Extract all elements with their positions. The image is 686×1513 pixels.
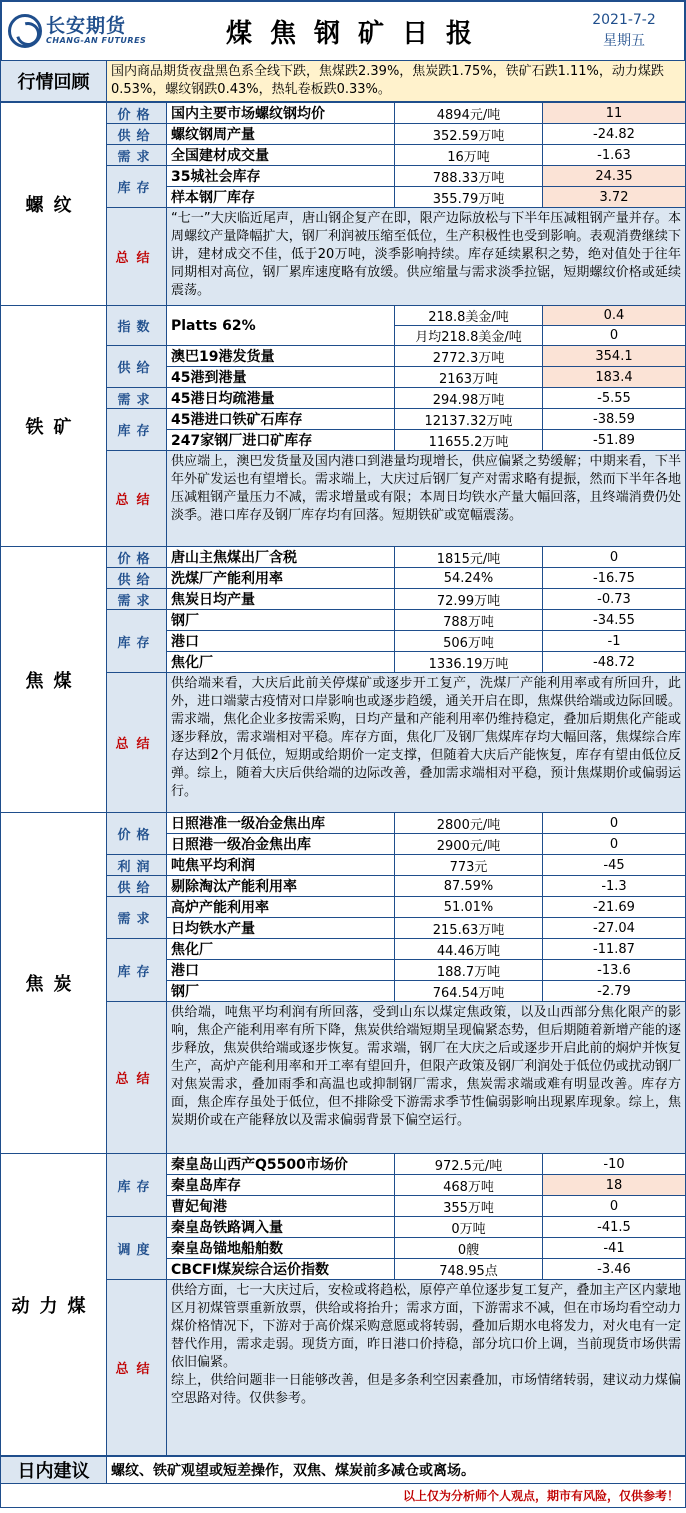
indicator-value: 4894元/吨: [395, 103, 543, 124]
indicator-name: 曹妃甸港: [167, 1196, 395, 1217]
indicator-name: 秦皇岛锚地船舶数: [167, 1238, 395, 1259]
indicator-value: 44.46万吨: [395, 939, 543, 960]
review-text: 国内商品期货夜盘黑色系全线下跌，焦煤跌2.39%，焦炭跌1.75%，铁矿石跌1.11%，动力煤跌0.53%，螺纹钢跌0.43%，热轧卷板跌0.33%。: [107, 61, 686, 102]
indicator-name: 秦皇岛库存: [167, 1175, 395, 1196]
category-label: 供给: [107, 876, 167, 897]
indicator-name: 样本钢厂库存: [167, 187, 395, 208]
summary-label: 总结: [107, 208, 167, 306]
table-row: [1, 306, 686, 326]
indicator-name: 45港日均疏港量: [167, 388, 395, 409]
indicator-name: 钢厂: [167, 981, 395, 1002]
indicator-value: 215.63万吨: [395, 918, 543, 939]
category-label: 调度: [107, 1217, 167, 1280]
indicator-change: -24.82: [543, 124, 686, 145]
section-label-thermal: 动力煤: [1, 1154, 107, 1456]
summary-label: 总结: [107, 1002, 167, 1154]
section-label-rebar: 螺纹: [1, 103, 107, 306]
table-row: [1, 1154, 686, 1175]
category-label: 价格: [107, 813, 167, 855]
report-header: [0, 0, 686, 60]
category-label: 库存: [107, 1154, 167, 1217]
indicator-value: 0艘: [395, 1238, 543, 1259]
indicator-change: -2.79: [543, 981, 686, 1002]
indicator-change: -27.04: [543, 918, 686, 939]
indicator-value: 0万吨: [395, 1217, 543, 1238]
indicator-name: 35城社会库存: [167, 166, 395, 187]
summary-text: [167, 208, 686, 306]
indicator-value: 188.7万吨: [395, 960, 543, 981]
indicator-name: 螺纹钢周产量: [167, 124, 395, 145]
data-table: [0, 102, 686, 1456]
category-label: 利润: [107, 855, 167, 876]
indicator-change: -3.46: [543, 1259, 686, 1280]
logo-cn: 长安期货: [46, 15, 127, 38]
indicator-value: 748.95点: [395, 1259, 543, 1280]
indicator-name: 港口: [167, 960, 395, 981]
indicator-change: 3.72: [543, 187, 686, 208]
indicator-value: 72.99万吨: [395, 589, 543, 610]
indicator-change: -21.69: [543, 897, 686, 918]
indicator-value: 773元: [395, 855, 543, 876]
indicator-name: 45港到港量: [167, 367, 395, 388]
category-label: 需求: [107, 897, 167, 939]
category-label: 库存: [107, 409, 167, 451]
category-label: 供给: [107, 568, 167, 589]
category-label: 库存: [107, 610, 167, 673]
category-label: 需求: [107, 589, 167, 610]
indicator-change: -51.89: [543, 430, 686, 451]
indicator-name: 高炉产能利用率: [167, 897, 395, 918]
category-label: 价格: [107, 547, 167, 568]
summary-text: [167, 1002, 686, 1154]
indicator-change: -34.55: [543, 610, 686, 631]
indicator-value: 2800元/吨: [395, 813, 543, 834]
indicator-change: -5.55: [543, 388, 686, 409]
table-row: [1, 103, 686, 124]
indicator-change: 0: [543, 1196, 686, 1217]
indicator-value: 972.5元/吨: [395, 1154, 543, 1175]
indicator-value: 218.8美金/吨: [395, 306, 543, 326]
indicator-value: 12137.32万吨: [395, 409, 543, 430]
indicator-name: 日均铁水产量: [167, 918, 395, 939]
disclaimer: 以上仅为分析师个人观点，期市有风险，仅供参考！: [0, 1484, 686, 1508]
indicator-value: 月均218.8美金/吨: [395, 326, 543, 346]
category-label: 需求: [107, 388, 167, 409]
report-title: 煤焦钢矿日报: [225, 18, 490, 49]
summary-paragraph: 供给方面，七一大庆过后，安检或将趋松，原停产单位逐步复工复产，叠加主产区内蒙地区月初煤管票重新放票，供给或将抬升；需求方面，下游需求不减，但在市场均看空动力煤价格情况下，下游对于高价煤采购意愿或将转弱，叠加后期水电将发力，对火电有一定替代作用，需求走弱。现货方面，昨日港口价持稳，部分坑口价上调，当前现货市场供需依旧偏紧。: [171, 1283, 681, 1370]
brand-logo: [2, 2, 152, 60]
indicator-name: CBCFI煤炭综合运价指数: [167, 1259, 395, 1280]
indicator-value: 506万吨: [395, 631, 543, 652]
indicator-name: 日照港一级冶金焦出库: [167, 834, 395, 855]
table-row: [1, 813, 686, 834]
indicator-change: 183.4: [543, 367, 686, 388]
indicator-name: 焦化厂: [167, 652, 395, 673]
indicator-name: 45港进口铁矿石库存: [167, 409, 395, 430]
indicator-change: -0.73: [543, 589, 686, 610]
advice-text: 螺纹、铁矿观望或短差操作，双焦、煤炭前多减仓或离场。: [107, 1457, 686, 1484]
market-review: [0, 60, 686, 102]
category-label: 指数: [107, 306, 167, 346]
category-label: 库存: [107, 939, 167, 1002]
indicator-value: 2163万吨: [395, 367, 543, 388]
date-text: 2021-7-2: [592, 12, 656, 28]
category-label: 供给: [107, 346, 167, 388]
section-label-iron: 铁矿: [1, 306, 107, 547]
summary-label: 总结: [107, 1280, 167, 1456]
category-label: 需求: [107, 145, 167, 166]
indicator-value: 2772.3万吨: [395, 346, 543, 367]
indicator-change: 11: [543, 103, 686, 124]
summary-paragraph: 综上，供给问题非一日能够改善，但是多条利空因素叠加，市场情绪转弱，建议动力煤偏空思路对待。仅供参考。: [171, 1373, 681, 1406]
indicator-name: 港口: [167, 631, 395, 652]
indicator-change: -11.87: [543, 939, 686, 960]
indicator-value: 87.59%: [395, 876, 543, 897]
indicator-value: 352.59万吨: [395, 124, 543, 145]
indicator-name: 247家钢厂进口矿库存: [167, 430, 395, 451]
summary-text: [167, 451, 686, 547]
indicator-change: 0: [543, 834, 686, 855]
indicator-change: -1: [543, 631, 686, 652]
indicator-value: 788万吨: [395, 610, 543, 631]
indicator-change: 0: [543, 813, 686, 834]
indicator-name: 剔除淘汰产能利用率: [167, 876, 395, 897]
indicator-change: 24.35: [543, 166, 686, 187]
indicator-value: 294.98万吨: [395, 388, 543, 409]
indicator-value: 788.33万吨: [395, 166, 543, 187]
indicator-value: 764.54万吨: [395, 981, 543, 1002]
indicator-name: 国内主要市场螺纹钢均价: [167, 103, 395, 124]
indicator-value: 51.01%: [395, 897, 543, 918]
indicator-change: -1.63: [543, 145, 686, 166]
indicator-change: 0: [543, 547, 686, 568]
indicator-value: 16万吨: [395, 145, 543, 166]
review-label: 行情回顾: [1, 61, 107, 102]
indicator-name: 秦皇岛铁路调入量: [167, 1217, 395, 1238]
indicator-name: 洗煤厂产能利用率: [167, 568, 395, 589]
indicator-change: -41.5: [543, 1217, 686, 1238]
indicator-change: -13.6: [543, 960, 686, 981]
summary-text: [167, 1280, 686, 1456]
section-label-cokec: 焦炭: [1, 813, 107, 1154]
indicator-name: Platts 62%: [167, 306, 395, 346]
indicator-value: 355万吨: [395, 1196, 543, 1217]
summary-paragraph: 供给端来看，大庆后此前关停煤矿或逐步开工复产，洗煤厂产能利用率或有所回升，此外，进口端蒙古疫情对口岸影响也或逐步趋缓，通关开启在即，焦煤供给端或边际回暖。需求端，焦化企业多按需采购，日均产量和产能利用率仍维持稳定，叠加后期焦化产能或逐步释放，需求端相对平稳。库存方面，焦化厂及钢厂焦煤库存均大幅回落，焦煤综合库存达到2个月低位，短期或给期价一定支撑，但随着大庆后产能恢复，库存有望由低位反弹。综上，随着大庆后供给端的边际改善，叠加需求端相对平稳，预计焦煤期价或偏弱运行。: [171, 676, 681, 799]
indicator-change: -10: [543, 1154, 686, 1175]
indicator-value: 1815元/吨: [395, 547, 543, 568]
indicator-name: 日照港准一级冶金焦出库: [167, 813, 395, 834]
advice-label: 日内建议: [1, 1457, 107, 1484]
indicator-change: -41: [543, 1238, 686, 1259]
indicator-value: 2900元/吨: [395, 834, 543, 855]
indicator-name: 秦皇岛山西产Q5500市场价: [167, 1154, 395, 1175]
logo-en: CHANG-AN FUTURES: [46, 36, 147, 46]
summary-paragraph: “七一”大庆临近尾声，唐山钢企复产在即，限产边际放松与下半年压减粗钢产量并存。本周螺纹产量降幅扩大，钢厂利润被压缩至低位，生产积极性也受到影响。表观消费继续下讲，建材成交不佳，低于20万吨，淡季影响持续。库存延续累积之势，绝对值处于往年同期相对高位，钢厂累库速度略有放缓。供应缩量与需求淡季拉锯，短期螺纹价格或延续震荡。: [171, 211, 681, 298]
indicator-change: -45: [543, 855, 686, 876]
indicator-name: 焦化厂: [167, 939, 395, 960]
indicator-change: 0: [543, 326, 686, 346]
category-label: 价格: [107, 103, 167, 124]
indicator-change: 354.1: [543, 346, 686, 367]
indicator-value: 54.24%: [395, 568, 543, 589]
intraday-advice: [0, 1456, 686, 1484]
section-label-coke: 焦煤: [1, 547, 107, 813]
weekday-text: 星期五: [603, 33, 645, 49]
indicator-name: 唐山主焦煤出厂含税: [167, 547, 395, 568]
indicator-change: -16.75: [543, 568, 686, 589]
indicator-value: 1336.19万吨: [395, 652, 543, 673]
indicator-value: 11655.2万吨: [395, 430, 543, 451]
category-label: 供给: [107, 124, 167, 145]
logo-icon: [8, 14, 42, 48]
indicator-value: 468万吨: [395, 1175, 543, 1196]
summary-label: 总结: [107, 451, 167, 547]
indicator-name: 吨焦平均利润: [167, 855, 395, 876]
indicator-value: 355.79万吨: [395, 187, 543, 208]
indicator-name: 澳巴19港发货量: [167, 346, 395, 367]
summary-paragraph: 供给端，吨焦平均利润有所回落，受到山东以煤定焦政策，以及山西部分焦化限产的影响，焦企产能利用率有所下降，焦炭供给端短期呈现偏紧态势，但后期随着新增产能的逐步释放，焦炭供给端或逐步恢复。需求端，钢厂在大庆之后或逐步开启此前的焖炉并恢复生产，高炉产能利用率和开工率有望回升，但限产政策及钢厂利润处于低位仍或扰动钢厂对焦炭需求，叠加雨季和高温也或抑制钢厂需求，焦炭需求端或难有明显改善。库存方面，焦企库存虽处于低位，但不排除受下游需求季节性偏弱影响出现累库现象。综上，焦炭期价或在产能释放以及需求偏弱背景下偏空运行。: [171, 1005, 681, 1128]
indicator-name: 钢厂: [167, 610, 395, 631]
category-label: 库存: [107, 166, 167, 208]
report-date: [564, 2, 684, 60]
indicator-change: 18: [543, 1175, 686, 1196]
summary-paragraph: 供应端上，澳巴发货量及国内港口到港量均现增长，供应偏紧之势缓解；中期来看，下半年外矿发运也有望增长。需求端上，大庆过后钢厂复产对需求略有提振，然而下半年各地压减粗钢产量压力不减，需求增量或有限；本周日均铁水产量大幅回落，且终端消费仍处淡季。港口库存及钢厂库存均有回落。短期铁矿或宽幅震荡。: [171, 454, 681, 523]
indicator-change: 0.4: [543, 306, 686, 326]
indicator-change: -38.59: [543, 409, 686, 430]
summary-label: 总结: [107, 673, 167, 813]
indicator-change: -1.3: [543, 876, 686, 897]
table-row: [1, 547, 686, 568]
summary-text: [167, 673, 686, 813]
indicator-name: 焦炭日均产量: [167, 589, 395, 610]
indicator-name: 全国建材成交量: [167, 145, 395, 166]
indicator-change: -48.72: [543, 652, 686, 673]
